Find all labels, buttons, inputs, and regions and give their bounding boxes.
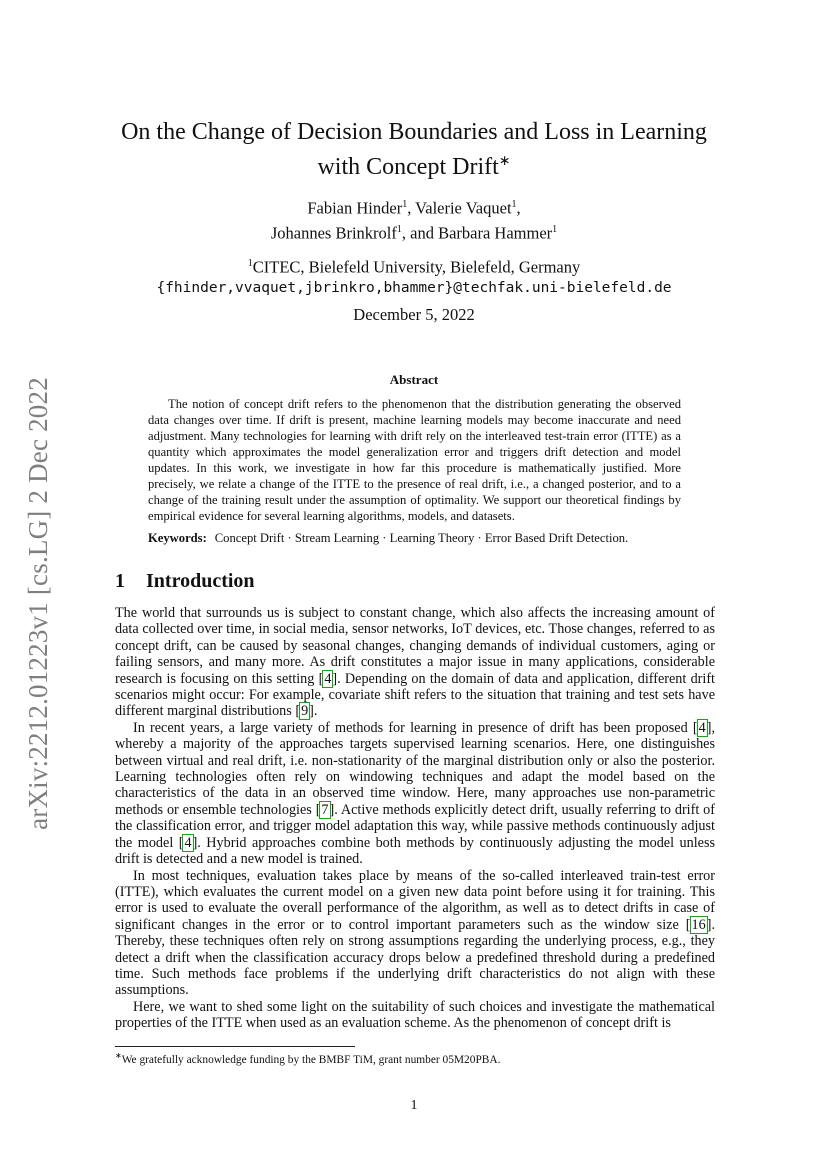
- author-affiliation-mark: 1: [511, 199, 517, 210]
- author-name: Fabian Hinder: [307, 198, 403, 218]
- abstract-text: The notion of concept drift refers to the phenomenon that the distribution generating the observed data changes over time. If drift is present, machine learning models may become inaccurate and need adjustment. Many technologies for learning with drift rely on the interleaved test-train error (ITTE) as a quantity which approximates the model generalization error and triggers drift detection and model updates. In this work, we investigate in how far this procedure is mathematically justified. More precisely, we relate a change of the ITTE to the presence of real drift, i.e., a changed posterior, and to a change of the training result under the assumption of optimality. We support our theoretical findings by empirical evidence for several learning algorithms, models, and datasets.: [148, 397, 681, 523]
- paragraph-text: In most techniques, evaluation takes place by means of the so-called interleaved train-test error (ITTE), which evaluates the current model on a given new data point before using it for training. This error is used to evaluate the overall performance of the algorithm, as well as to detect drifts in case of significant changes in the error or to control important parameters such as the window size [: [115, 867, 715, 933]
- abstract-heading: Abstract: [389, 372, 439, 387]
- author-name: Barbara Hammer: [438, 223, 553, 242]
- keywords-label: Keywords:: [148, 531, 207, 545]
- author-affiliation-mark: 1: [396, 223, 402, 235]
- citation-link[interactable]: 16: [691, 916, 706, 933]
- footnote-rule: [115, 1046, 355, 1047]
- paragraph-text: In recent years, a large variety of methods for learning in presence of drift has been proposed [: [133, 719, 698, 736]
- keywords-list: Concept Drift · Stream Learning · Learning Theory · Error Based Drift Detection.: [214, 531, 629, 545]
- footnote-mark: ∗: [115, 1051, 122, 1060]
- citation-link[interactable]: 9: [301, 703, 309, 720]
- author-separator: , and: [401, 223, 439, 242]
- citation-link[interactable]: 4: [698, 719, 706, 736]
- page-number: 1: [410, 1098, 418, 1113]
- paragraph-text: ]. Active methods explicitly detect drift, usually referring to drift of the classification error, and trigger model adaptation this way, while passive methods continuously adjust the model [: [115, 801, 715, 851]
- author-name: Valerie Vaquet: [415, 198, 512, 218]
- arxiv-stamp: [18, 368, 58, 838]
- paragraph-text: ]. Thereby, these techniques often rely on strong assumptions regarding the underlying process, e.g., they detect a drift when the classification accuracy drops below a predefined threshold during a predefined time. Such methods face problems if the underlying drift characteristics do not align with these assumptions.: [115, 916, 715, 999]
- paragraph-text: ], whereby a majority of the approaches targets supervised learning scenarios. Here, one distinguishes between virtual and real drift, i.e. non-stationarity of the marginal distribution only or also the posterior. Learning technologies often rely on windowing techniques and adapt the model based on the characteristics of the data in an observed time window. Here, many approaches use non-parametric methods or ensemble technologies [: [115, 719, 715, 818]
- author-separator: ,: [516, 198, 521, 218]
- author-name: Johannes Brinkrolf: [270, 223, 397, 242]
- citation-link[interactable]: 7: [321, 801, 329, 818]
- citation-link[interactable]: 4: [184, 834, 192, 851]
- footnote: [115, 1051, 500, 1066]
- author-emails[interactable]: {fhinder,vvaquet,jbrinkro,bhammer}@techfak.uni-bielefeld.de: [156, 279, 672, 296]
- paper-date: December 5, 2022: [353, 305, 475, 324]
- title-footnote-mark: ∗: [498, 154, 511, 169]
- author-list: [100, 194, 728, 243]
- paragraph: [115, 720, 715, 868]
- affiliation-block: [100, 254, 728, 298]
- footnote-text: We gratefully acknowledge funding by the BMBF TiM, grant number 05M20PBA.: [121, 1053, 501, 1066]
- paragraph-text: Here, we want to shed some light on the suitability of such choices and investigate the mathematical properties of the ITTE when used as an evaluation scheme. As the phenomenon of concept drift is: [115, 998, 715, 1032]
- title-line-2: with Concept Drift: [317, 154, 499, 180]
- paragraph: [115, 999, 715, 1032]
- citation-link[interactable]: 4: [324, 670, 332, 687]
- section-title: Introduction: [146, 570, 255, 592]
- paragraph-text: ]. Depending on the domain of data and application, different drift scenarios might occur: For example, covariate shift refers to the situation that training and test sets have different marginal distributions [: [115, 670, 715, 720]
- paper-title: [100, 117, 728, 182]
- author-separator: ,: [407, 198, 416, 218]
- affiliation-mark: 1: [247, 258, 253, 269]
- keywords-line: [148, 531, 708, 546]
- title-line-1: On the Change of Decision Boundaries and Loss in Learning: [121, 119, 707, 145]
- arxiv-id: arXiv:2212.01223v1 [cs.LG] 2 Dec 2022: [22, 376, 53, 830]
- affiliation-text: CITEC, Bielefeld University, Bielefeld, Germany: [252, 257, 581, 277]
- paragraph: [115, 605, 715, 720]
- author-affiliation-mark: 1: [552, 223, 558, 235]
- paragraph-text: ]. Hybrid approaches combine both methods by continuously adjusting the model unless drift is detected and a new model is trained.: [115, 834, 715, 868]
- paragraph-text: ].: [309, 703, 318, 720]
- section-number: 1: [115, 570, 125, 592]
- paragraph-text: The world that surrounds us is subject to constant change, which also affects the increasing amount of data collected over time, in social media, sensor networks, IoT devices, etc. Those changes, referred to as concept drift, can be caused by seasonal changes, changing demands of individual customers, aging or failing sensors, and many more. As drift constitutes a major issue in many applications, considerable research is focusing on this setting [: [115, 605, 715, 687]
- paragraph: [115, 868, 715, 999]
- body-text: [115, 605, 715, 1032]
- section-heading: [115, 570, 255, 593]
- author-affiliation-mark: 1: [402, 199, 408, 210]
